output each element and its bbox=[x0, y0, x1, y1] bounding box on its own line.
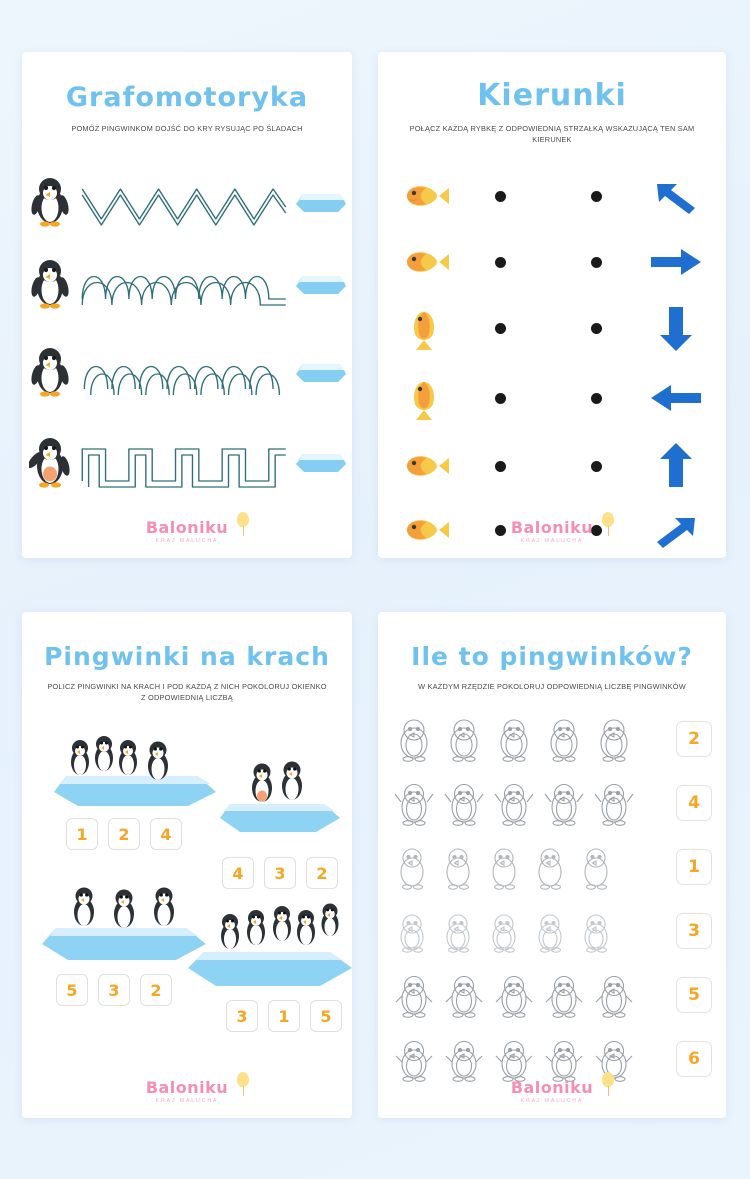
worksheet-ile-to-pingwinkow bbox=[378, 612, 726, 1118]
page-subtitle: POŁĄCZ KAŻDĄ RYBKĘ Z ODPOWIEDNIĄ STRZAŁKĄ WSKAZUJĄCĄ TEN SAM KIERUNEK bbox=[409, 124, 695, 145]
count-row bbox=[392, 968, 712, 1022]
direction-row bbox=[378, 302, 726, 358]
brand-logo bbox=[22, 518, 352, 544]
penguin-outline-group bbox=[392, 972, 676, 1018]
ice-group-top-left bbox=[48, 718, 228, 808]
fish-icon bbox=[378, 306, 470, 355]
tracing-row bbox=[22, 170, 352, 236]
connect-dot-left[interactable] bbox=[470, 321, 530, 339]
fish-icon bbox=[378, 451, 470, 486]
answer-option[interactable]: 2 bbox=[140, 974, 172, 1006]
direction-row bbox=[378, 236, 726, 292]
brand-tagline: KRAJ MALUCHA bbox=[520, 1098, 584, 1104]
answer-option[interactable]: 3 bbox=[98, 974, 130, 1006]
trace-path-arcs bbox=[78, 343, 290, 403]
connect-dot-left[interactable] bbox=[470, 391, 530, 409]
answer-option[interactable]: 2 bbox=[306, 857, 338, 889]
brand-name: Baloniku bbox=[510, 518, 594, 537]
worksheet-grafomotoryka bbox=[22, 52, 352, 558]
brand-tagline: KRAJ MALUCHA bbox=[155, 538, 219, 544]
answer-option[interactable]: 5 bbox=[56, 974, 88, 1006]
penguin-icon bbox=[22, 434, 78, 493]
tracing-row bbox=[22, 252, 352, 318]
balloon-icon bbox=[237, 512, 249, 527]
connect-dot-right[interactable] bbox=[566, 189, 626, 207]
page-subtitle: POLICZ PINGWINKI NA KRACH I POD KAŻDĄ Z NICH POKOLORUJ OKIENKO Z ODPOWIEDNIĄ LICZBĄ bbox=[47, 682, 327, 703]
count-answer-box[interactable]: 3 bbox=[676, 913, 712, 949]
brand-name: Baloniku bbox=[145, 518, 229, 537]
iceberg-icon bbox=[290, 446, 352, 481]
trace-path-zigzag bbox=[78, 173, 290, 233]
direction-row bbox=[378, 372, 726, 428]
page-title: Pingwinki na krach bbox=[44, 642, 330, 671]
answer-option[interactable]: 3 bbox=[226, 1000, 258, 1032]
trace-path-wave-loops bbox=[78, 255, 290, 315]
direction-row bbox=[378, 170, 726, 226]
connect-dot-left[interactable] bbox=[470, 189, 530, 207]
iceberg-icon bbox=[290, 356, 352, 391]
count-answer-box[interactable]: 5 bbox=[676, 977, 712, 1013]
connect-dot-right[interactable] bbox=[566, 391, 626, 409]
answer-options-top-left bbox=[66, 818, 182, 850]
count-row bbox=[392, 904, 712, 958]
balloon-icon bbox=[237, 1072, 249, 1087]
tracing-row bbox=[22, 340, 352, 406]
ice-group-top-right bbox=[216, 752, 346, 832]
page-subtitle: W KAŻDYM RZĘDZIE POKOLORUJ ODPOWIEDNIĄ LICZBĘ PINGWINKÓW bbox=[418, 682, 686, 691]
brand-logo bbox=[22, 1078, 352, 1104]
connect-dot-right[interactable] bbox=[566, 459, 626, 477]
count-row bbox=[392, 776, 712, 830]
count-answer-box[interactable]: 6 bbox=[676, 1041, 712, 1077]
count-answer-box[interactable]: 1 bbox=[676, 849, 712, 885]
connect-dot-right[interactable] bbox=[566, 321, 626, 339]
penguin-outline-group bbox=[392, 1036, 676, 1082]
iceberg-icon bbox=[290, 186, 352, 221]
ice-group-bottom-right bbox=[182, 880, 352, 990]
arrow-right-icon bbox=[626, 245, 726, 284]
trace-path-square-wave bbox=[78, 433, 290, 493]
answer-options-bottom-right bbox=[226, 1000, 342, 1032]
fish-icon bbox=[378, 181, 470, 216]
page-title: Ile to pingwinków? bbox=[411, 642, 693, 671]
penguin-outline-group bbox=[392, 716, 676, 762]
connect-dot-right[interactable] bbox=[566, 255, 626, 273]
answer-options-bottom-left bbox=[56, 974, 172, 1006]
fish-icon bbox=[378, 376, 470, 425]
answer-option[interactable]: 1 bbox=[268, 1000, 300, 1032]
balloon-icon bbox=[602, 1072, 614, 1087]
page-title: Kierunki bbox=[477, 78, 627, 113]
connect-dot-left[interactable] bbox=[470, 255, 530, 273]
answer-option[interactable]: 4 bbox=[222, 857, 254, 889]
fish-icon bbox=[378, 247, 470, 282]
arrow-up-left-icon bbox=[626, 176, 726, 221]
penguin-icon bbox=[22, 257, 78, 314]
page-title: Grafomotoryka bbox=[65, 82, 309, 113]
brand-tagline: KRAJ MALUCHA bbox=[520, 538, 584, 544]
answer-option[interactable]: 5 bbox=[310, 1000, 342, 1032]
arrow-down-icon bbox=[626, 303, 726, 358]
penguin-outline-group bbox=[392, 780, 676, 826]
page-subtitle: POMÓŻ PINGWINKOM DOJŚĆ DO KRY RYSUJĄC PO ŚLADACH bbox=[71, 124, 303, 133]
brand-name: Baloniku bbox=[145, 1078, 229, 1097]
arrow-up-icon bbox=[626, 441, 726, 496]
direction-row bbox=[378, 440, 726, 496]
count-row bbox=[392, 840, 712, 894]
penguin-icon bbox=[22, 345, 78, 402]
brand-logo bbox=[378, 518, 726, 544]
connect-dot-left[interactable] bbox=[470, 459, 530, 477]
count-answer-box[interactable]: 2 bbox=[676, 721, 712, 757]
worksheet-pingwinki-na-krach bbox=[22, 612, 352, 1118]
penguin-outline-group bbox=[392, 909, 676, 953]
brand-name: Baloniku bbox=[510, 1078, 594, 1097]
count-row bbox=[392, 712, 712, 766]
penguin-outline-group bbox=[392, 844, 676, 890]
tracing-row bbox=[22, 430, 352, 496]
balloon-icon bbox=[602, 512, 614, 527]
count-answer-box[interactable]: 4 bbox=[676, 785, 712, 821]
penguin-icon bbox=[22, 175, 78, 232]
answer-option[interactable]: 1 bbox=[66, 818, 98, 850]
iceberg-icon bbox=[290, 268, 352, 303]
brand-tagline: KRAJ MALUCHA bbox=[155, 1098, 219, 1104]
brand-logo bbox=[378, 1078, 726, 1104]
answer-option[interactable]: 3 bbox=[264, 857, 296, 889]
arrow-left-icon bbox=[626, 381, 726, 420]
answer-option[interactable]: 2 bbox=[108, 818, 140, 850]
worksheet-kierunki bbox=[378, 52, 726, 558]
answer-option[interactable]: 4 bbox=[150, 818, 182, 850]
